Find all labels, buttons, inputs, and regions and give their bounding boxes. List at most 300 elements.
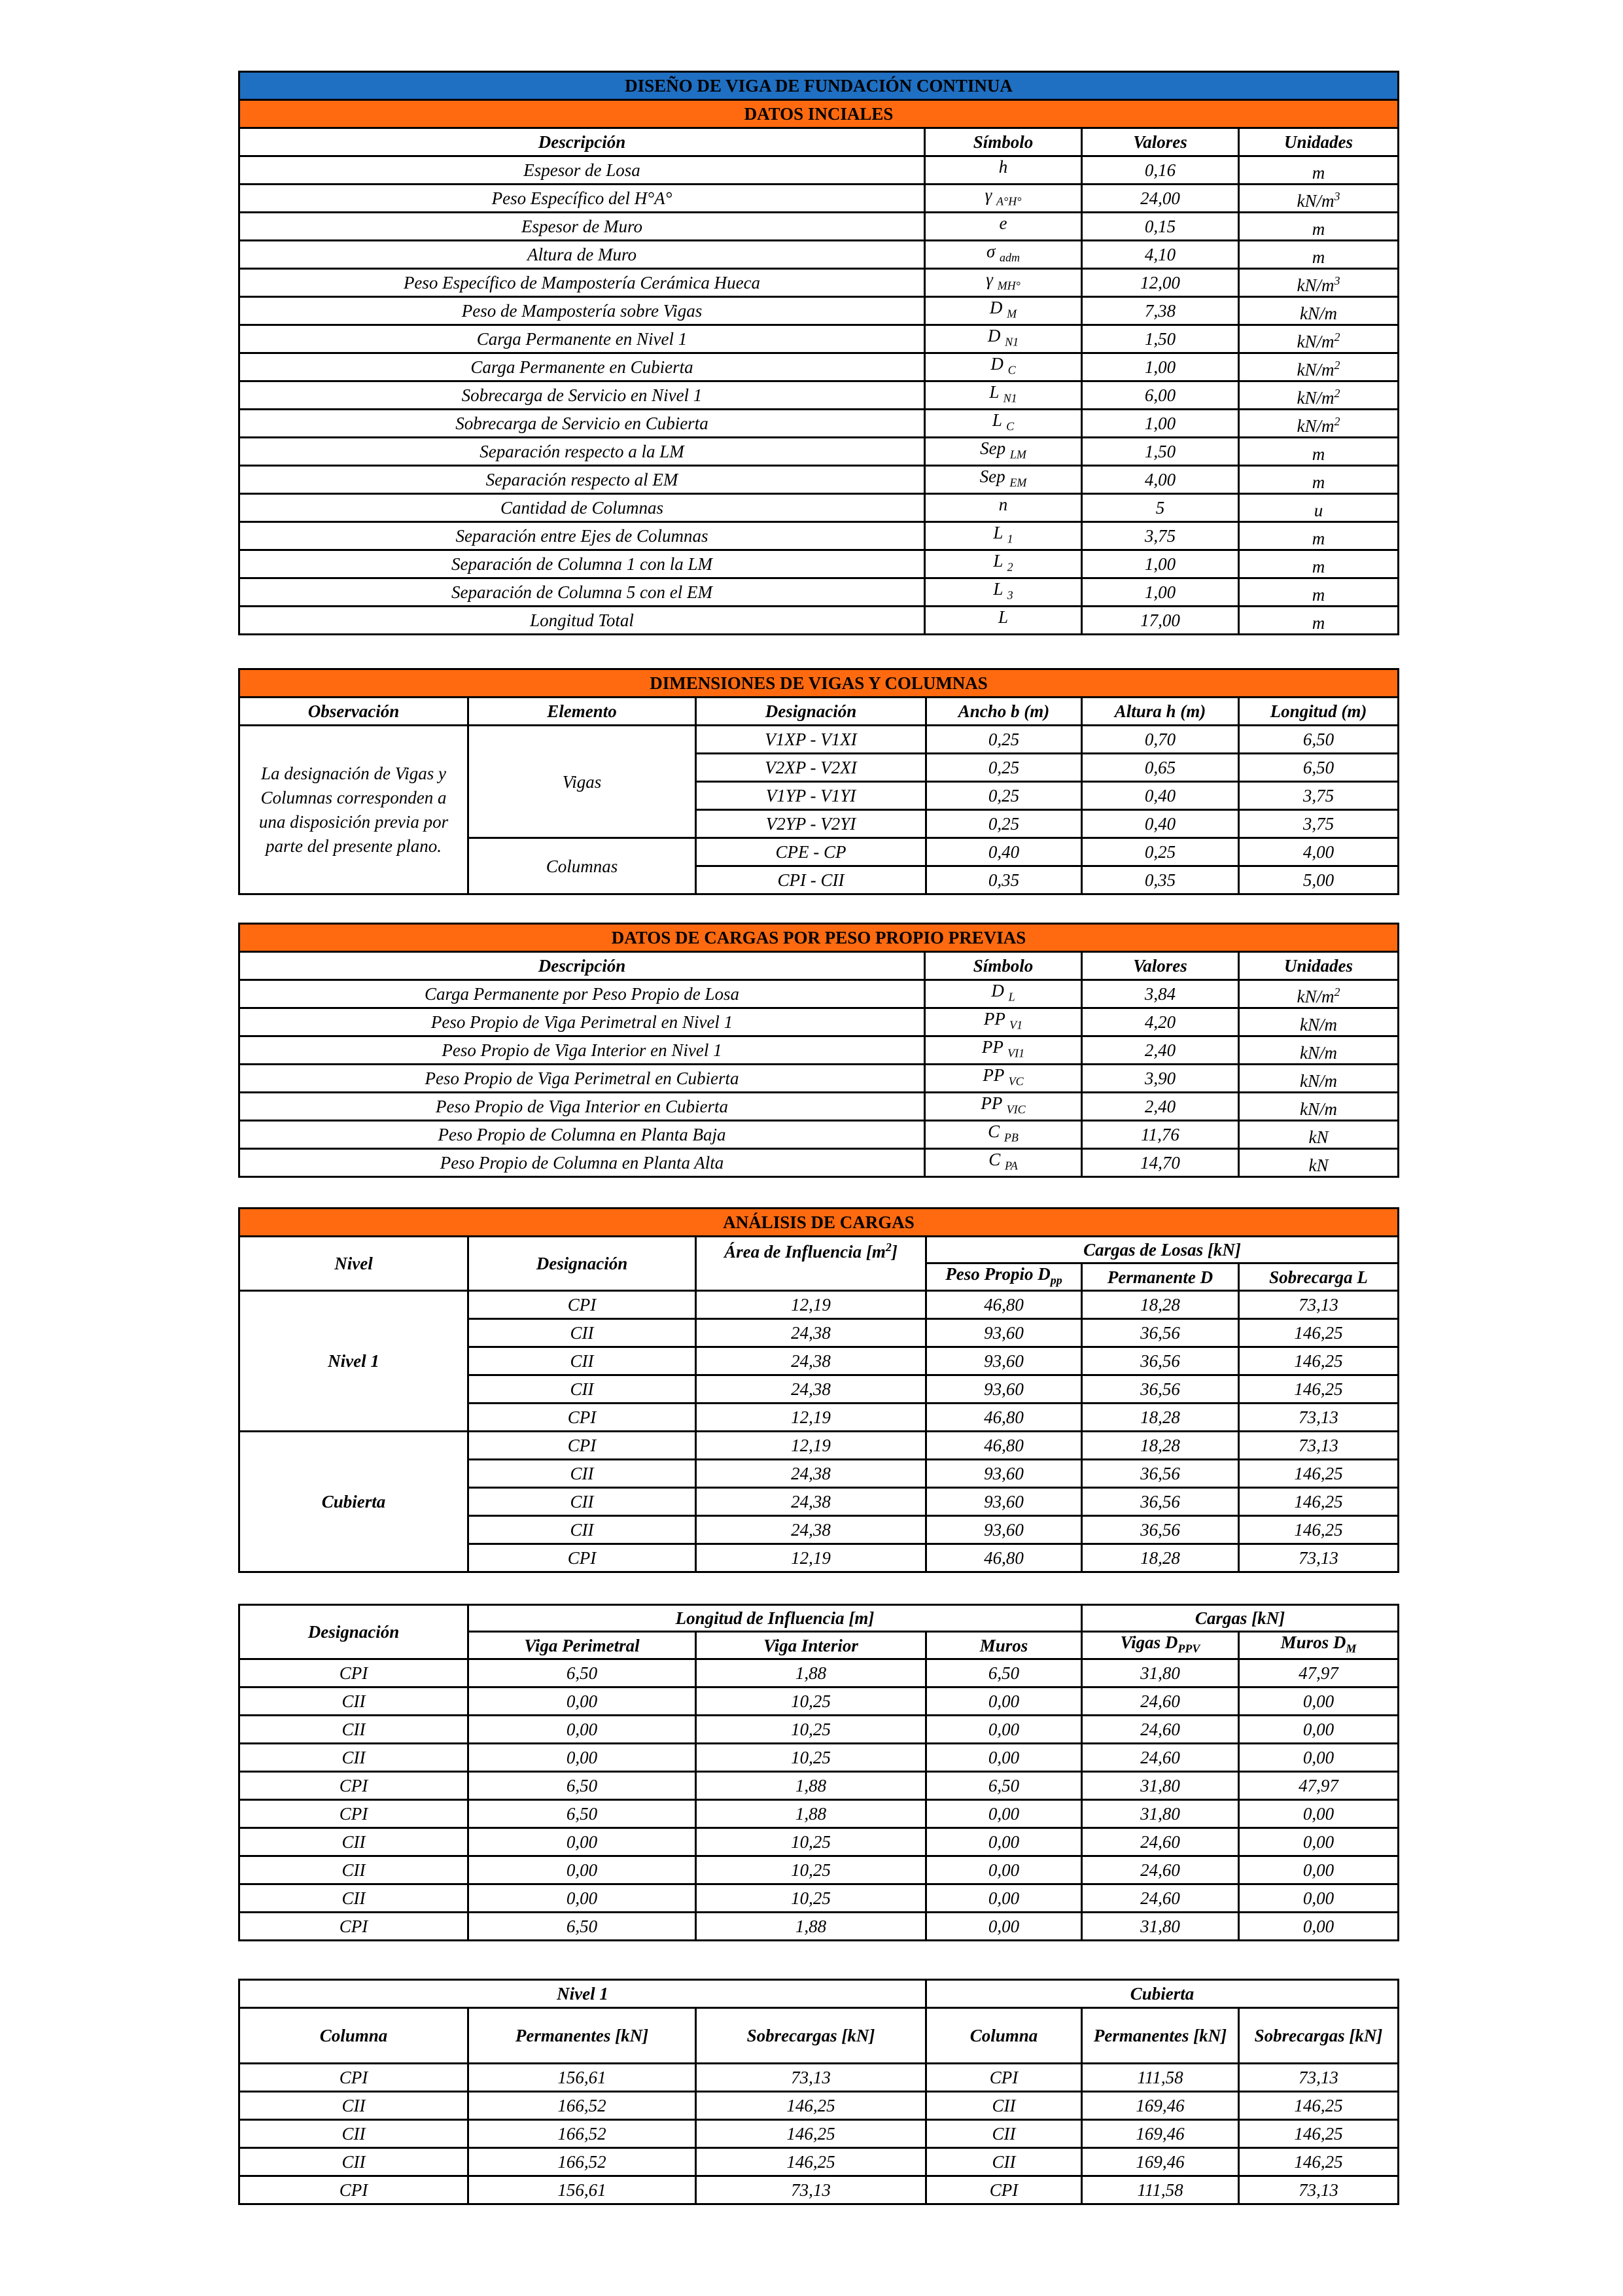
unit-text: m	[1312, 162, 1325, 183]
symbol-cell	[925, 269, 1082, 297]
live-load-cell: 146,25	[696, 2092, 926, 2120]
walls-cell: 6,50	[926, 1772, 1082, 1800]
wall-load-cell: 47,97	[1239, 1772, 1399, 1800]
unit-text: kN	[1308, 1155, 1329, 1175]
value-cell: 7,38	[1082, 297, 1239, 325]
live-load-cell: 73,13	[696, 2176, 926, 2204]
symbol-text: L	[998, 607, 1009, 627]
designation-cell: CPE - CP	[696, 838, 926, 866]
permanent-cell: 111,58	[1082, 2176, 1239, 2204]
interior-beam-cell: 1,88	[696, 1659, 926, 1687]
description-cell: Peso Propio de Columna en Planta Alta	[239, 1149, 925, 1177]
table-row	[239, 241, 1399, 269]
wall-load-cell: 0,00	[1239, 1884, 1399, 1913]
symbol-cell	[925, 466, 1082, 494]
designation-cell: CII	[239, 1716, 468, 1744]
interior-beam-cell: 1,88	[696, 1772, 926, 1800]
symbol-subscript: MH°	[997, 279, 1021, 292]
table-row	[239, 2064, 1399, 2092]
permanent-cell: 166,52	[468, 2120, 696, 2148]
symbol-text: C	[988, 1150, 1001, 1170]
unit-text: u	[1314, 500, 1323, 520]
value-cell: 4,10	[1082, 241, 1239, 269]
designation-cell: CII	[239, 1884, 468, 1913]
value-cell: 17,00	[1082, 607, 1239, 635]
description-cell: Espesor de Muro	[239, 213, 925, 241]
col-header-dead-weight: Peso Propio $D_{pp}$	[926, 1263, 1082, 1291]
perimeter-beam-cell: 0,00	[468, 1716, 696, 1744]
unit-cell	[1239, 550, 1399, 578]
col-header-description: Descripción	[239, 952, 925, 980]
unit-exponent: 2	[1334, 414, 1340, 428]
designation-cell: V2XP - V2XI	[696, 754, 926, 782]
col-header-width: Ancho b (m)	[926, 698, 1082, 726]
col-header-column: Columna	[926, 2008, 1082, 2064]
unit-text: kN/m	[1297, 359, 1335, 380]
unit-cell	[1239, 1093, 1399, 1121]
permanent-cell: 111,58	[1082, 2064, 1239, 2092]
area-cell: 12,19	[696, 1404, 926, 1432]
symbol-cell	[925, 550, 1082, 578]
symbol-subscript: adm	[1000, 251, 1021, 264]
description-cell: Peso Específico de Mampostería Cerámica Hueca	[239, 269, 925, 297]
table-row	[239, 297, 1399, 325]
height-cell: 0,25	[1082, 838, 1239, 866]
designation-cell: CPI	[468, 1404, 696, 1432]
walls-cell: 0,00	[926, 1744, 1082, 1772]
description-cell: Peso Específico del H°A°	[239, 185, 925, 213]
symbol-subscript: L	[1008, 990, 1015, 1004]
beam-load-cell: 31,80	[1082, 1800, 1239, 1828]
symbol-subscript: PB	[1003, 1131, 1019, 1144]
designation-cell: CII	[468, 1488, 696, 1516]
dead-weight-cell: 46,80	[926, 1404, 1082, 1432]
designation-cell: CPI	[468, 1544, 696, 1572]
length-cell: 4,00	[1239, 838, 1399, 866]
description-cell: Carga Permanente en Nivel 1	[239, 325, 925, 353]
unit-cell	[1239, 269, 1399, 297]
value-cell: 3,84	[1082, 980, 1239, 1008]
description-cell: Cantidad de Columnas	[239, 494, 925, 522]
description-cell: Peso Propio de Viga Interior en Cubierta	[239, 1093, 925, 1121]
wall-load-cell: 0,00	[1239, 1856, 1399, 1884]
value-cell: 1,00	[1082, 410, 1239, 438]
col-header-influence-area: Área de Influencia $[m^2]$	[696, 1237, 926, 1291]
symbol-text: D	[989, 298, 1003, 318]
unit-cell	[1239, 466, 1399, 494]
col-header-live-loads: Sobrecargas [kN]	[1239, 2008, 1399, 2064]
area-cell: 12,19	[696, 1291, 926, 1319]
unit-exponent: 3	[1334, 189, 1340, 203]
unit-cell	[1239, 213, 1399, 241]
col-header-live-loads: Sobrecargas [kN]	[696, 2008, 926, 2064]
symbol-subscript: N1	[1005, 335, 1019, 349]
live-load-cell: 146,25	[1239, 1319, 1399, 1347]
column-cell: CPI	[239, 2176, 468, 2204]
unit-cell	[1239, 381, 1399, 410]
interior-beam-cell: 10,25	[696, 1828, 926, 1856]
level-name: Cubierta	[239, 1432, 468, 1572]
unit-exponent: 2	[1334, 386, 1340, 400]
description-cell: Sobrecarga de Servicio en Nivel 1	[239, 381, 925, 410]
unit-cell	[1239, 438, 1399, 466]
designation-cell: CPI	[239, 1913, 468, 1941]
symbol-subscript: VC	[1008, 1074, 1024, 1088]
unit-cell	[1239, 297, 1399, 325]
wall-load-cell: 0,00	[1239, 1828, 1399, 1856]
col-header-interior-beam: Viga Interior	[696, 1632, 926, 1659]
unit-cell	[1239, 1065, 1399, 1093]
col-header-column: Columna	[239, 2008, 468, 2064]
length-cell: 6,50	[1239, 726, 1399, 754]
table-row	[239, 550, 1399, 578]
interior-beam-cell: 10,25	[696, 1687, 926, 1716]
live-load-cell: 146,25	[1239, 1488, 1399, 1516]
perimeter-beam-cell: 0,00	[468, 1687, 696, 1716]
unit-text: m	[1312, 444, 1325, 464]
unit-text: m	[1312, 219, 1325, 239]
table-row	[239, 1856, 1399, 1884]
interior-beam-cell: 10,25	[696, 1716, 926, 1744]
beam-load-cell: 31,80	[1082, 1659, 1239, 1687]
symbol-cell	[925, 1093, 1082, 1121]
unit-cell	[1239, 325, 1399, 353]
unit-cell	[1239, 578, 1399, 607]
value-cell: 11,76	[1082, 1121, 1239, 1149]
value-cell: 1,00	[1082, 578, 1239, 607]
symbol-cell	[925, 522, 1082, 550]
length-cell: 3,75	[1239, 782, 1399, 810]
beam-load-cell: 24,60	[1082, 1828, 1239, 1856]
value-cell: 2,40	[1082, 1093, 1239, 1121]
dead-weight-cell: 93,60	[926, 1516, 1082, 1544]
unit-text: kN/m	[1300, 303, 1337, 323]
col-header-element: Elemento	[468, 698, 696, 726]
designation-cell: CPI - CII	[696, 866, 926, 894]
initial-data-heading: DATOS INCIALES	[239, 100, 1399, 128]
unit-text: kN/m	[1297, 275, 1335, 295]
influence-length-table	[238, 1604, 1399, 1941]
designation-cell: V2YP - V2YI	[696, 810, 926, 838]
col-header-permanent: Permanente D	[1082, 1263, 1239, 1291]
col-header-wall-load: Muros $D_M$	[1239, 1632, 1399, 1659]
table-row	[239, 1828, 1399, 1856]
col-header-length: Longitud (m)	[1239, 698, 1399, 726]
value-cell: 6,00	[1082, 381, 1239, 410]
wall-load-cell: 0,00	[1239, 1744, 1399, 1772]
unit-text: kN/m	[1297, 331, 1335, 351]
walls-cell: 0,00	[926, 1687, 1082, 1716]
permanent-cell: 156,61	[468, 2176, 696, 2204]
table-row	[239, 1800, 1399, 1828]
summary-header-roof: Cubierta	[926, 1980, 1399, 2008]
table-row	[239, 1884, 1399, 1913]
area-cell: 24,38	[696, 1375, 926, 1404]
width-cell: 0,35	[926, 866, 1082, 894]
value-cell: 3,90	[1082, 1065, 1239, 1093]
walls-cell: 0,00	[926, 1800, 1082, 1828]
area-cell: 24,38	[696, 1488, 926, 1516]
dead-weight-cell: 93,60	[926, 1375, 1082, 1404]
col-header-designation: Designación	[239, 1605, 468, 1659]
symbol-subscript: 2	[1007, 560, 1013, 574]
symbol-cell	[925, 185, 1082, 213]
permanent-cell: 18,28	[1082, 1544, 1239, 1572]
unit-text: kN/m	[1300, 1014, 1337, 1034]
wall-load-cell: 0,00	[1239, 1687, 1399, 1716]
table-row	[239, 269, 1399, 297]
designation-cell: V1YP - V1YI	[696, 782, 926, 810]
col-header-live-load: Sobrecarga L	[1239, 1263, 1399, 1291]
wall-load-cell: 0,00	[1239, 1716, 1399, 1744]
table-row	[239, 2176, 1399, 2204]
symbol-text: L	[993, 523, 1003, 543]
description-cell: Carga Permanente por Peso Propio de Losa	[239, 980, 925, 1008]
dead-weight-cell: 93,60	[926, 1460, 1082, 1488]
height-cell: 0,40	[1082, 810, 1239, 838]
permanent-cell: 169,46	[1082, 2120, 1239, 2148]
col-header-perimeter-beam: Viga Perimetral	[468, 1632, 696, 1659]
walls-cell: 0,00	[926, 1913, 1082, 1941]
length-cell: 6,50	[1239, 754, 1399, 782]
description-cell: Peso Propio de Viga Perimetral en Cubierta	[239, 1065, 925, 1093]
symbol-text: PP	[983, 1065, 1004, 1086]
table-row	[239, 185, 1399, 213]
description-cell: Espesor de Losa	[239, 156, 925, 185]
column-cell: CII	[239, 2120, 468, 2148]
width-cell: 0,25	[926, 726, 1082, 754]
col-header-symbol: Símbolo	[925, 128, 1082, 156]
dead-weight-cell: 46,80	[926, 1291, 1082, 1319]
interior-beam-cell: 1,88	[696, 1913, 926, 1941]
permanent-cell: 36,56	[1082, 1488, 1239, 1516]
designation-cell: CII	[468, 1347, 696, 1375]
designation-cell: CPI	[239, 1772, 468, 1800]
symbol-cell	[925, 297, 1082, 325]
element-columnas: Columnas	[468, 838, 696, 894]
unit-text: kN	[1308, 1127, 1329, 1147]
column-cell: CPI	[926, 2064, 1082, 2092]
symbol-cell	[925, 1149, 1082, 1177]
symbol-text: γ	[986, 270, 993, 290]
symbol-cell	[925, 241, 1082, 269]
description-cell: Longitud Total	[239, 607, 925, 635]
col-header-designation: Designación	[468, 1237, 696, 1291]
dimensions-heading: DIMENSIONES DE VIGAS Y COLUMNAS	[239, 669, 1399, 698]
table-row	[239, 1149, 1399, 1177]
live-load-cell: 146,25	[1239, 2092, 1399, 2120]
designation-cell: CII	[239, 1687, 468, 1716]
symbol-text: PP	[983, 1009, 1005, 1029]
value-cell: 4,20	[1082, 1008, 1239, 1036]
symbol-text: D	[987, 326, 1001, 346]
area-cell: 24,38	[696, 1347, 926, 1375]
area-cell: 12,19	[696, 1544, 926, 1572]
unit-text: kN/m	[1300, 1099, 1337, 1119]
table-row	[239, 578, 1399, 607]
symbol-cell	[925, 410, 1082, 438]
width-cell: 0,25	[926, 754, 1082, 782]
unit-cell	[1239, 980, 1399, 1008]
symbol-text: σ	[986, 241, 996, 262]
live-load-cell: 73,13	[1239, 2176, 1399, 2204]
wall-load-cell: 47,97	[1239, 1659, 1399, 1687]
unit-exponent: 2	[1334, 358, 1340, 372]
permanent-cell: 36,56	[1082, 1516, 1239, 1544]
live-load-cell: 146,25	[1239, 2120, 1399, 2148]
table-row	[239, 1291, 1399, 1319]
description-cell: Separación respecto al EM	[239, 466, 925, 494]
description-cell: Separación entre Ejes de Columnas	[239, 522, 925, 550]
symbol-cell	[925, 494, 1082, 522]
designation-cell: CII	[239, 1828, 468, 1856]
designation-cell: CPI	[239, 1800, 468, 1828]
live-load-cell: 146,25	[696, 2120, 926, 2148]
symbol-text: D	[990, 354, 1003, 374]
live-load-cell: 73,13	[1239, 1544, 1399, 1572]
symbol-subscript: LM	[1009, 448, 1026, 461]
unit-exponent: 2	[1334, 985, 1340, 998]
symbol-subscript: A°H°	[996, 194, 1022, 208]
perimeter-beam-cell: 6,50	[468, 1659, 696, 1687]
symbol-text: e	[999, 213, 1007, 234]
table-row	[239, 410, 1399, 438]
perimeter-beam-cell: 0,00	[468, 1884, 696, 1913]
designation-cell: CII	[239, 1856, 468, 1884]
load-analysis-heading: ANÁLISIS DE CARGAS	[239, 1209, 1399, 1237]
dead-weight-cell: 93,60	[926, 1488, 1082, 1516]
table-row	[239, 1913, 1399, 1941]
col-header-value: Valores	[1082, 128, 1239, 156]
col-header-walls: Muros	[926, 1632, 1082, 1659]
table-row	[239, 522, 1399, 550]
symbol-text: L	[989, 382, 999, 402]
table-row	[239, 1772, 1399, 1800]
symbol-text: L	[993, 579, 1003, 599]
element-vigas: Vigas	[468, 726, 696, 838]
permanent-cell: 156,61	[468, 2064, 696, 2092]
walls-cell: 0,00	[926, 1884, 1082, 1913]
value-cell: 2,40	[1082, 1036, 1239, 1065]
value-cell: 3,75	[1082, 522, 1239, 550]
column-cell: CPI	[926, 2176, 1082, 2204]
symbol-cell	[925, 980, 1082, 1008]
table-row	[239, 381, 1399, 410]
table-row	[239, 156, 1399, 185]
col-header-description: Descripción	[239, 128, 925, 156]
beam-load-cell: 24,60	[1082, 1856, 1239, 1884]
col-header-symbol: Símbolo	[925, 952, 1082, 980]
column-cell: CII	[926, 2092, 1082, 2120]
col-header-value: Valores	[1082, 952, 1239, 980]
description-cell: Sobrecarga de Servicio en Cubierta	[239, 410, 925, 438]
permanent-cell: 36,56	[1082, 1460, 1239, 1488]
unit-cell	[1239, 1149, 1399, 1177]
unit-text: m	[1312, 247, 1325, 267]
symbol-subscript: N1	[1003, 391, 1017, 405]
symbol-text: Sep	[979, 467, 1005, 487]
width-cell: 0,25	[926, 782, 1082, 810]
initial-data-table	[238, 71, 1399, 635]
dead-weight-cell: 93,60	[926, 1347, 1082, 1375]
unit-text: kN/m	[1297, 415, 1335, 436]
live-load-cell: 73,13	[1239, 1404, 1399, 1432]
value-cell: 12,00	[1082, 269, 1239, 297]
permanent-cell: 36,56	[1082, 1347, 1239, 1375]
interior-beam-cell: 10,25	[696, 1856, 926, 1884]
description-cell: Peso de Mampostería sobre Vigas	[239, 297, 925, 325]
symbol-text: D	[991, 981, 1004, 1001]
live-load-cell: 146,25	[1239, 1460, 1399, 1488]
live-load-cell: 146,25	[1239, 1347, 1399, 1375]
symbol-cell	[925, 1121, 1082, 1149]
symbol-cell	[925, 578, 1082, 607]
designation-cell: CPI	[468, 1432, 696, 1460]
unit-cell	[1239, 1121, 1399, 1149]
symbol-cell	[925, 156, 1082, 185]
symbol-text: PP	[981, 1093, 1002, 1114]
unit-cell	[1239, 522, 1399, 550]
unit-text: m	[1312, 612, 1325, 633]
description-cell: Peso Propio de Columna en Planta Baja	[239, 1121, 925, 1149]
col-header-loads: Cargas [kN]	[1082, 1605, 1399, 1632]
walls-cell: 0,00	[926, 1828, 1082, 1856]
value-cell: 14,70	[1082, 1149, 1239, 1177]
table-row	[239, 2092, 1399, 2120]
permanent-cell: 166,52	[468, 2148, 696, 2176]
col-header-slab-loads: Cargas de Losas [kN]	[926, 1237, 1399, 1263]
value-cell: 4,00	[1082, 466, 1239, 494]
description-cell: Carga Permanente en Cubierta	[239, 353, 925, 381]
symbol-text: n	[998, 495, 1008, 515]
table-row	[239, 1008, 1399, 1036]
self-weight-table	[238, 923, 1399, 1178]
permanent-cell: 169,46	[1082, 2092, 1239, 2120]
unit-text: m	[1312, 556, 1325, 576]
dimensions-table	[238, 668, 1399, 895]
perimeter-beam-cell: 0,00	[468, 1744, 696, 1772]
designation-cell: V1XP - V1XI	[696, 726, 926, 754]
col-header-units: Unidades	[1239, 952, 1399, 980]
col-header-units: Unidades	[1239, 128, 1399, 156]
col-header-height: Altura h (m)	[1082, 698, 1239, 726]
self-weight-heading: DATOS DE CARGAS POR PESO PROPIO PREVIAS	[239, 924, 1399, 952]
unit-text: kN/m	[1297, 190, 1335, 211]
table-row	[239, 980, 1399, 1008]
unit-cell	[1239, 1008, 1399, 1036]
column-cell: CII	[926, 2148, 1082, 2176]
table-row	[239, 2148, 1399, 2176]
walls-cell: 6,50	[926, 1659, 1082, 1687]
description-cell: Peso Propio de Viga Interior en Nivel 1	[239, 1036, 925, 1065]
length-cell: 5,00	[1239, 866, 1399, 894]
symbol-cell	[925, 353, 1082, 381]
table-row	[239, 607, 1399, 635]
designation-cell: CPI	[239, 1659, 468, 1687]
unit-cell	[1239, 410, 1399, 438]
permanent-cell: 36,56	[1082, 1375, 1239, 1404]
unit-cell	[1239, 494, 1399, 522]
perimeter-beam-cell: 6,50	[468, 1772, 696, 1800]
symbol-text: PP	[981, 1037, 1003, 1057]
height-cell: 0,40	[1082, 782, 1239, 810]
live-load-cell: 73,13	[1239, 2064, 1399, 2092]
table-row	[239, 494, 1399, 522]
symbol-cell	[925, 381, 1082, 410]
area-cell: 24,38	[696, 1460, 926, 1488]
permanent-cell: 18,28	[1082, 1432, 1239, 1460]
designation-cell: CII	[239, 1744, 468, 1772]
